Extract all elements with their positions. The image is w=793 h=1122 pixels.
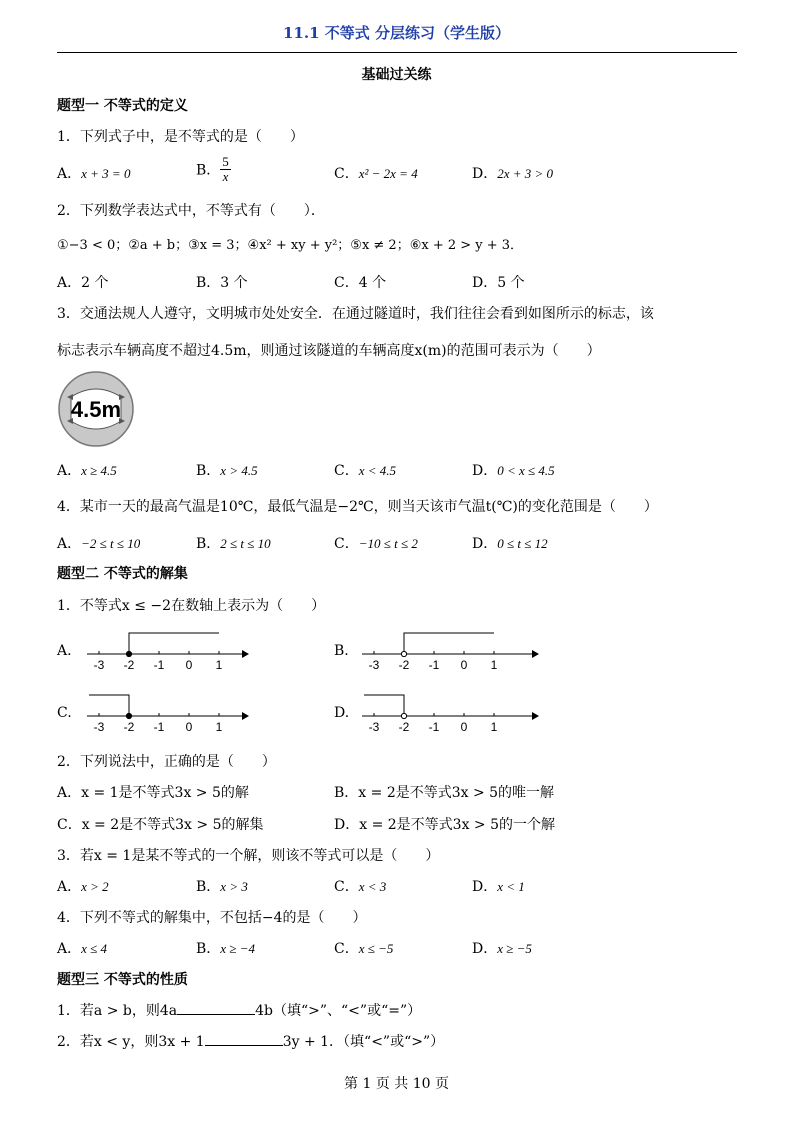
type2-heading: 题型二 不等式的解集 — [57, 566, 188, 582]
tick-label: 1 — [490, 658, 498, 672]
t1-q4-option-c: C．−10 ≤ t ≤ 2 — [334, 536, 418, 552]
t2-q2-option-b: B．x = 2是不等式3x > 5的唯一解 — [334, 785, 555, 801]
axis-arrow — [242, 712, 249, 720]
section-title: 基础过关练 — [361, 67, 432, 83]
height-limit-sign-image — [57, 370, 135, 448]
t3-q1-answer-blank[interactable] — [177, 1002, 255, 1015]
axis-arrow — [532, 650, 539, 658]
t2-q1-option-b-label: B. — [334, 643, 349, 659]
t1-q3-line2: 标志表示车辆高度不超过4.5m，则通过该隧道的车辆高度x(m)的范围可表示为（ ） — [57, 343, 601, 359]
t1-q3-option-d: D．0 < x ≤ 4.5 — [472, 463, 555, 479]
number-line-d — [360, 690, 540, 738]
t2-q4-option-a: A．x ≤ 4 — [57, 941, 108, 957]
tick-label: -2 — [123, 658, 135, 672]
t1-q4-stem: 4．某市一天的最高气温是10℃，最低气温是−2℃，则当天该市气温t(℃)的变化范围是（ ） — [57, 499, 658, 515]
tick-label: -3 — [93, 658, 105, 672]
t2-q2-option-d: D．x = 2是不等式3x > 5的一个解 — [334, 817, 555, 833]
solution-ray — [89, 695, 129, 716]
closed-point — [126, 713, 131, 718]
tick-label: -1 — [153, 658, 165, 672]
t1-q1-option-b: B． $\frac{5}{x}$ — [196, 154, 229, 184]
t1-q2-option-a: A．2 个 — [57, 275, 109, 291]
t2-q3-stem: 3．若x = 1是某不等式的一个解，则该不等式可以是（ ） — [57, 848, 440, 864]
page-footer: 第 1 页 共 10 页 — [344, 1076, 449, 1092]
document-title: 11.1 不等式 分层练习（学生版） — [283, 24, 510, 42]
t2-q2-stem: 2．下列说法中，正确的是（ ） — [57, 754, 276, 770]
t1-q4-option-d: D．0 ≤ t ≤ 12 — [472, 536, 548, 552]
tick-label: -3 — [368, 720, 380, 734]
open-point — [401, 651, 406, 656]
t3-q1: 1．若a > b，则4a 4b（填“>”、“<”或“=”） — [57, 1003, 422, 1019]
tick-label: 1 — [215, 720, 223, 734]
t2-q3-option-c: C．x < 3 — [334, 879, 387, 895]
t2-q4-option-d: D．x ≥ −5 — [472, 941, 532, 957]
tick-label: -3 — [93, 720, 105, 734]
t1-q1-stem: 1．下列式子中，是不等式的是（ ） — [57, 129, 304, 145]
t1-q2-stem: 2．下列数学表达式中，不等式有（ ）． — [57, 203, 325, 219]
solution-ray — [404, 633, 494, 654]
tick-label: 1 — [215, 658, 223, 672]
t2-q3-option-d: D．x < 1 — [472, 879, 525, 895]
header-rule — [57, 52, 737, 53]
solution-ray — [129, 633, 219, 654]
sign-label: 4.5m — [70, 397, 122, 422]
tick-label: -1 — [428, 658, 440, 672]
tick-label: 0 — [185, 658, 193, 672]
tick-label: -3 — [368, 658, 380, 672]
tick-label: -2 — [398, 720, 410, 734]
tick-label: 0 — [460, 720, 468, 734]
t1-q4-option-b: B．2 ≤ t ≤ 10 — [196, 536, 271, 552]
t1-q3-option-a: A．x ≥ 4.5 — [57, 463, 117, 479]
t1-q3-option-b: B．x > 4.5 — [196, 463, 258, 479]
t1-q1-option-c: C．x² − 2x = 4 — [334, 166, 418, 182]
t2-q2-option-c: C．x = 2是不等式3x > 5的解集 — [57, 817, 264, 833]
axis-arrow — [532, 712, 539, 720]
tick-label: 1 — [490, 720, 498, 734]
t1-q3-line1: 3．交通法规人人遵守，文明城市处处安全．在通过隧道时，我们往往会看到如图所示的标志，该 — [57, 306, 654, 322]
solution-ray — [364, 695, 404, 716]
type1-heading: 题型一 不等式的定义 — [57, 98, 188, 114]
number-line-b — [360, 628, 540, 676]
tick-label: -1 — [153, 720, 165, 734]
t1-q4-option-a: A．−2 ≤ t ≤ 10 — [57, 536, 141, 552]
t2-q3-option-a: A．x > 2 — [57, 879, 109, 895]
axis-arrow — [242, 650, 249, 658]
t2-q4-option-b: B．x ≥ −4 — [196, 941, 255, 957]
tick-label: 0 — [185, 720, 193, 734]
number-line-c — [85, 690, 250, 738]
tick-label: 0 — [460, 658, 468, 672]
tick-label: -2 — [398, 658, 410, 672]
tick-label: -1 — [428, 720, 440, 734]
t2-q1-option-a-label: A. — [57, 643, 72, 659]
t1-q3-option-c: C．x < 4.5 — [334, 463, 397, 479]
t1-q2-items: ①−3 < 0；②a + b；③x = 3；④x² + xy + y²；⑤x ≠ 2；⑥x + 2 > y + 3． — [57, 238, 524, 253]
t1-q2-option-d: D．5 个 — [472, 275, 525, 291]
t2-q4-option-c: C．x ≤ −5 — [334, 941, 394, 957]
t3-q2: 2．若x < y，则3x + 1 3y + 1．（填“<”或“>”） — [57, 1034, 445, 1050]
t2-q1-option-c-label: C. — [57, 705, 72, 721]
t1-q1-option-d: D．2x + 3 > 0 — [472, 166, 554, 182]
t3-q2-answer-blank[interactable] — [205, 1033, 283, 1046]
t1-q2-option-c: C．4 个 — [334, 275, 387, 291]
tick-label: -2 — [123, 720, 135, 734]
type3-heading: 题型三 不等式的性质 — [57, 972, 188, 988]
open-point — [401, 713, 406, 718]
t2-q2-option-a: A．x = 1是不等式3x > 5的解 — [57, 785, 249, 801]
t2-q3-option-b: B．x > 3 — [196, 879, 248, 895]
t2-q4-stem: 4．下列不等式的解集中，不包括−4的是（ ） — [57, 910, 367, 926]
t1-q1-option-a: A．x + 3 = 0 — [57, 166, 131, 182]
closed-point — [126, 651, 131, 656]
t2-q1-stem: 1．不等式x ≤ −2在数轴上表示为（ ） — [57, 598, 326, 614]
number-line-a — [85, 628, 250, 676]
t1-q2-option-b: B．3 个 — [196, 275, 248, 291]
t2-q1-option-d-label: D. — [334, 705, 350, 721]
